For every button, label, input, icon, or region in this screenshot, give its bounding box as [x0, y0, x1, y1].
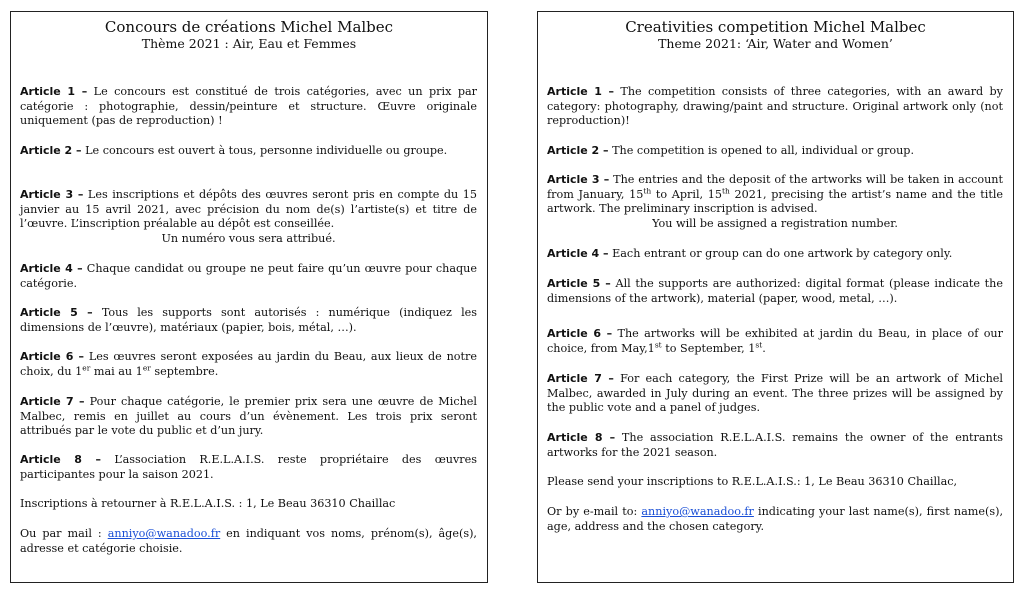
en-article-6 [547, 327, 1003, 356]
article-label: Article 1 – [20, 85, 88, 98]
fr-article-3 [20, 188, 477, 246]
article-text: The entries and the deposit of the artworks will be taken in account from January, 15 [547, 173, 1003, 201]
superscript: er [82, 362, 91, 372]
article-text-line2: You will be assigned a registration number. [652, 216, 898, 230]
article-text: to September, 1 [661, 341, 756, 355]
en-article-1 [547, 85, 1003, 129]
english-subtitle: Theme 2021: ‘Air, Water and Women’ [658, 36, 893, 51]
article-text: Each entrant or group can do one artwork by category only. [608, 247, 953, 260]
article-label: Article 2 – [20, 144, 82, 157]
en-article-7 [547, 372, 1003, 416]
article-text: Pour chaque catégorie, le premier prix sera une œuvre de Michel Malbec, remis en juillet au cours d’un évènement. Les trois prix seront attribués par le vote du public et d’un jury. [20, 395, 477, 438]
article-label: Article 8 – [547, 431, 616, 444]
french-header [11, 18, 487, 52]
french-title: Concours de créations Michel Malbec [104, 18, 394, 36]
email-link[interactable]: anniyo@wanadoo.fr [107, 527, 221, 540]
email-prefix: Ou par mail : [20, 527, 108, 540]
article-text: to April, 15 [651, 187, 722, 201]
article-text: Les œuvres seront exposées au jardin du Beau, aux lieux de notre choix, du 1 [20, 350, 477, 378]
article-label: Article 7 – [20, 395, 85, 408]
article-text: Chaque candidat ou groupe ne peut faire qu’un œuvre pour chaque catégorie. [20, 262, 477, 290]
en-article-3 [547, 173, 1003, 231]
fr-article-6 [20, 350, 477, 379]
article-label: Article 8 – [20, 453, 102, 466]
article-label: Article 4 – [547, 247, 609, 260]
article-text: For each category, the First Prize will be an artwork of Michel Malbec, awarded in July during an event. The three prizes will be assigned by the public vote and a panel of judges. [547, 372, 1003, 415]
article-text: Le concours est ouvert à tous, personne individuelle ou groupe. [81, 144, 448, 157]
email-suffix: en indiquant vos noms, prénom(s), âge(s), adresse et catégorie choisie. [20, 527, 477, 555]
article-label: Article 2 – [547, 144, 609, 157]
superscript: th [643, 185, 652, 195]
fr-article-4 [20, 262, 477, 291]
fr-article-7 [20, 395, 477, 439]
article-label: Article 1 – [547, 85, 615, 98]
article-text-line2: Un numéro vous sera attribué. [161, 231, 336, 245]
article-text: The artworks will be exhibited at jardin du Beau, in place of our choice, from May,1 [547, 327, 1003, 355]
fr-article-8 [20, 453, 477, 482]
article-label: Article 5 – [20, 306, 93, 319]
superscript: st [755, 339, 763, 349]
article-label: Article 7 – [547, 372, 614, 385]
article-text: The association R.E.L.A.I.S. remains the owner of the entrants artworks for the 2021 season. [547, 431, 1003, 459]
en-article-8 [547, 431, 1003, 460]
french-rules-panel [10, 11, 488, 583]
french-subtitle: Thème 2021 : Air, Eau et Femmes [141, 36, 357, 51]
en-article-5 [547, 277, 1003, 306]
en-article-4 [547, 247, 1003, 262]
english-header [538, 18, 1013, 52]
fr-inscriptions-address: Inscriptions à retourner à R.E.L.A.I.S. : 1, Le Beau 36310 Chaillac [20, 497, 396, 510]
article-label: Article 3 – [547, 173, 610, 186]
en-inscriptions-address: Please send your inscriptions to R.E.L.A.I.S.: 1, Le Beau 36310 Chaillac, [547, 475, 958, 488]
article-text: septembre. [150, 364, 219, 378]
english-rules-panel [537, 11, 1014, 583]
fr-article-1 [20, 85, 477, 129]
article-text: All the supports are authorized: digital format (please indicate the dimensions of the artwork), material (paper, wood, metal, …). [547, 277, 1004, 305]
article-text: Les inscriptions et dépôts des œuvres seront pris en compte du 15 janvier au 15 avril 2021, avec précision du nom de(s) l’artiste(s) et titre de l’œuvre. L’inscription préalable au dépôt est conseillée. [20, 188, 477, 231]
fr-article-5 [20, 306, 477, 335]
email-link[interactable]: anniyo@wanadoo.fr [641, 505, 754, 518]
article-text: . [762, 341, 766, 355]
fr-article-2 [20, 144, 477, 159]
article-label: Article 6 – [547, 327, 613, 340]
article-text: The competition is opened to all, individual or group. [608, 144, 915, 157]
article-text: 2021, precising the artist’s name and the title artwork. The preliminary inscription is advised. [547, 187, 1004, 216]
article-label: Article 4 – [20, 262, 83, 275]
superscript: th [722, 185, 730, 195]
article-label: Article 3 – [20, 188, 84, 201]
superscript: st [654, 339, 662, 349]
article-text: L’association R.E.L.A.I.S. reste propriétaire des œuvres participantes pour la saison 2021. [20, 453, 477, 481]
en-article-2 [547, 144, 1003, 159]
article-text: The competition consists of three categories, with an award by category: photography, drawing/paint and structure. Original artwork only (not reproduction)! [547, 85, 1004, 128]
fr-email-line [20, 527, 477, 556]
article-label: Article 6 – [20, 350, 85, 363]
en-email-line [547, 505, 1003, 534]
english-title: Creativities competition Michel Malbec [625, 18, 926, 36]
article-text: Le concours est constitué de trois catégories, avec un prix par catégorie : photographie, dessin/peinture et structure. Œuvre originale uniquement (pas de reproduction) ! [20, 85, 477, 128]
article-text: mai au 1 [90, 364, 143, 378]
article-text: Tous les supports sont autorisés : numérique (indiquez les dimensions de l’œuvre), matériaux (papier, bois, métal, …). [20, 306, 478, 334]
email-prefix: Or by e-mail to: [547, 505, 642, 518]
superscript: er [142, 362, 151, 372]
article-label: Article 5 – [547, 277, 611, 290]
email-suffix: indicating your last name(s), first name(s), age, address and the chosen category. [547, 505, 1003, 533]
